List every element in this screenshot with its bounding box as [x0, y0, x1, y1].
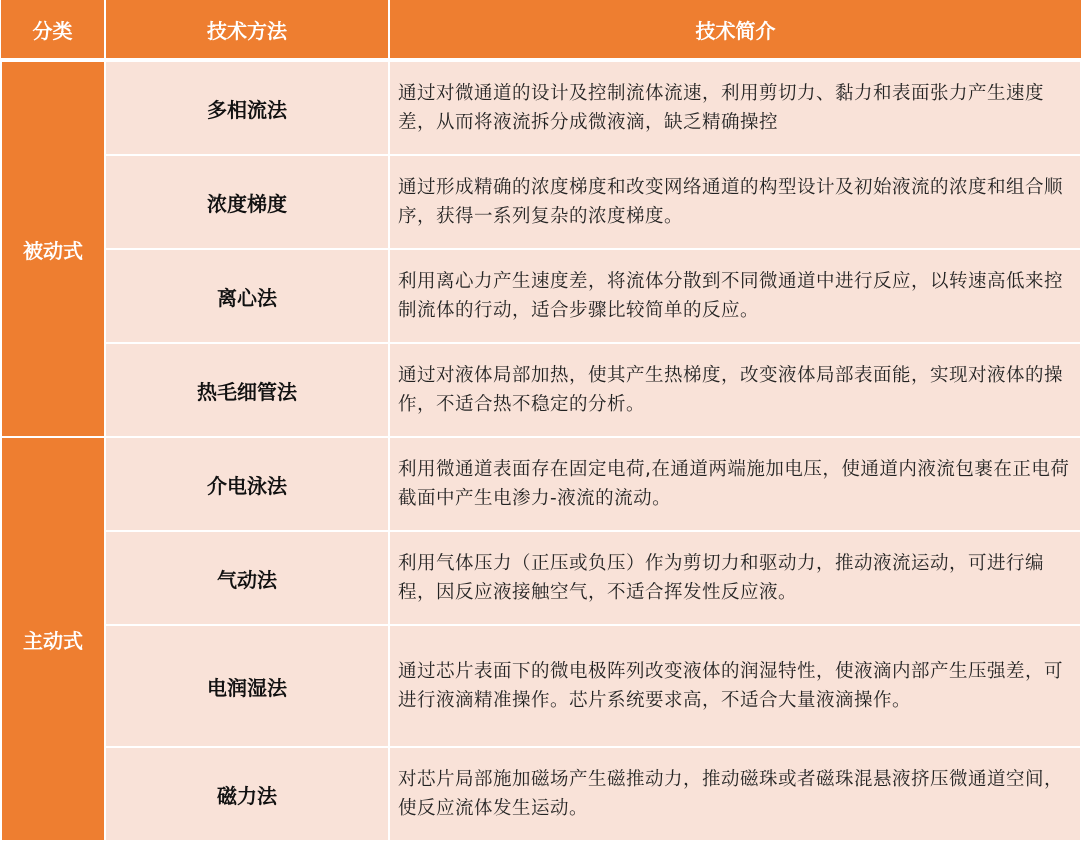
description-cell: 对芯片局部施加磁场产生磁推动力，推动磁珠或者磁珠混悬液挤压微通道空间，使反应流体发生运动。 [389, 747, 1081, 841]
method-cell: 气动法 [105, 531, 389, 625]
method-cell: 热毛细管法 [105, 343, 389, 437]
category-passive: 被动式 [1, 60, 105, 437]
method-cell: 电润湿法 [105, 625, 389, 747]
description-cell: 利用微通道表面存在固定电荷,在通道两端施加电压，使通道内液流包裹在正电荷截面中产生电渗力-液流的流动。 [389, 437, 1081, 531]
table-row [1, 531, 1081, 625]
table-header-row [1, 0, 1081, 60]
description-cell: 通过芯片表面下的微电极阵列改变液体的润湿特性，使液滴内部产生压强差，可进行液滴精准操作。芯片系统要求高，不适合大量液滴操作。 [389, 625, 1081, 747]
method-cell: 磁力法 [105, 747, 389, 841]
table-row [1, 249, 1081, 343]
header-method: 技术方法 [105, 0, 389, 60]
table-row [1, 747, 1081, 841]
description-cell: 通过形成精确的浓度梯度和改变网络通道的构型设计及初始液流的浓度和组合顺序，获得一系列复杂的浓度梯度。 [389, 155, 1081, 249]
table-row [1, 625, 1081, 747]
method-cell: 浓度梯度 [105, 155, 389, 249]
category-active: 主动式 [1, 437, 105, 841]
table-row [1, 155, 1081, 249]
method-cell: 介电泳法 [105, 437, 389, 531]
table-row [1, 343, 1081, 437]
table-row [1, 437, 1081, 531]
description-cell: 利用离心力产生速度差，将流体分散到不同微通道中进行反应，以转速高低来控制流体的行动，适合步骤比较简单的反应。 [389, 249, 1081, 343]
method-cell: 离心法 [105, 249, 389, 343]
header-category: 分类 [1, 0, 105, 60]
header-description: 技术简介 [389, 0, 1081, 60]
description-cell: 利用气体压力（正压或负压）作为剪切力和驱动力，推动液流运动，可进行编程，因反应液接触空气，不适合挥发性反应液。 [389, 531, 1081, 625]
description-cell: 通过对液体局部加热，使其产生热梯度，改变液体局部表面能，实现对液体的操作，不适合热不稳定的分析。 [389, 343, 1081, 437]
description-cell: 通过对微通道的设计及控制流体流速，利用剪切力、黏力和表面张力产生速度差，从而将液流拆分成微液滴，缺乏精确操控 [389, 60, 1081, 155]
table-row [1, 60, 1081, 155]
method-cell: 多相流法 [105, 60, 389, 155]
